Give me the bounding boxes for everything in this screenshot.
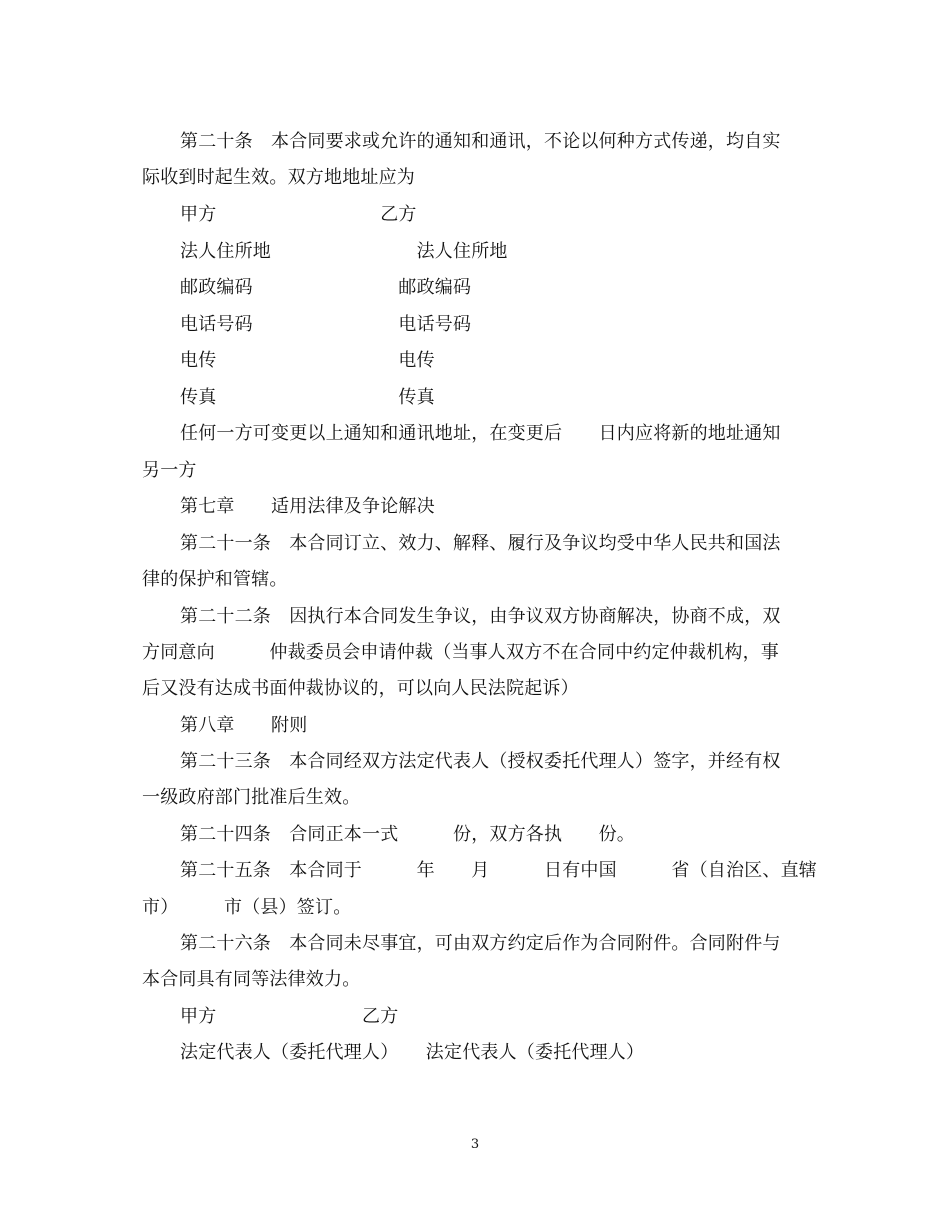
text-line: 后又没有达成书面仲裁协议的，可以向人民法院起诉） [142, 678, 579, 699]
text-line: 市） 市（县）签订。 [142, 897, 352, 918]
text-line: 律的保护和管辖。 [142, 569, 288, 590]
text-line: 任何一方可变更以上通知和通讯地址，在变更后 日内应将新的地址通知 [180, 423, 781, 444]
text-line: 法人住所地 法人住所地 [180, 241, 508, 262]
text-line: 电传 电传 [180, 350, 435, 371]
signature-parties: 甲方 乙方 [180, 1006, 399, 1027]
text-line: 邮政编码 邮政编码 [180, 277, 472, 298]
text-line: 第二十六条 本合同未尽事宜，可由双方约定后作为合同附件。合同附件与 [180, 933, 781, 954]
text-line: 第二十四条 合同正本一式 份，双方各执 份。 [180, 824, 635, 845]
signature-representatives: 法定代表人（委托代理人） 法定代表人（委托代理人） [180, 1042, 645, 1063]
text-line: 第二十五条 本合同于 年 月 日有中国 省（自治区、直辖 [180, 860, 817, 881]
text-line: 际收到时起生效。双方地地址应为 [142, 167, 415, 188]
text-line: 第二十三条 本合同经双方法定代表人（授权委托代理人）签字，并经有权 [180, 751, 781, 772]
text-line: 第二十一条 本合同订立、效力、解释、履行及争议均受中华人民共和国法 [180, 533, 781, 554]
text-line: 本合同具有同等法律效力。 [142, 969, 361, 990]
text-line: 传真 传真 [180, 387, 435, 408]
text-line: 第二十条 本合同要求或允许的通知和通讯，不论以何种方式传递，均自实 [180, 131, 781, 152]
text-line: 电话号码 电话号码 [180, 314, 472, 335]
page-number: 3 [470, 1137, 480, 1152]
chapter-heading: 第七章 适用法律及争论解决 [180, 496, 435, 517]
text-line: 甲方 乙方 [180, 204, 417, 225]
text-line: 另一方 [142, 460, 197, 481]
text-line: 第二十二条 因执行本合同发生争议，由争议双方协商解决，协商不成，双 [180, 606, 781, 627]
chapter-heading: 第八章 附则 [180, 715, 308, 736]
text-line: 一级政府部门批准后生效。 [142, 787, 361, 808]
text-line: 方同意向 仲裁委员会申请仲裁（当事人双方不在合同中约定仲裁机构，事 [142, 642, 779, 663]
